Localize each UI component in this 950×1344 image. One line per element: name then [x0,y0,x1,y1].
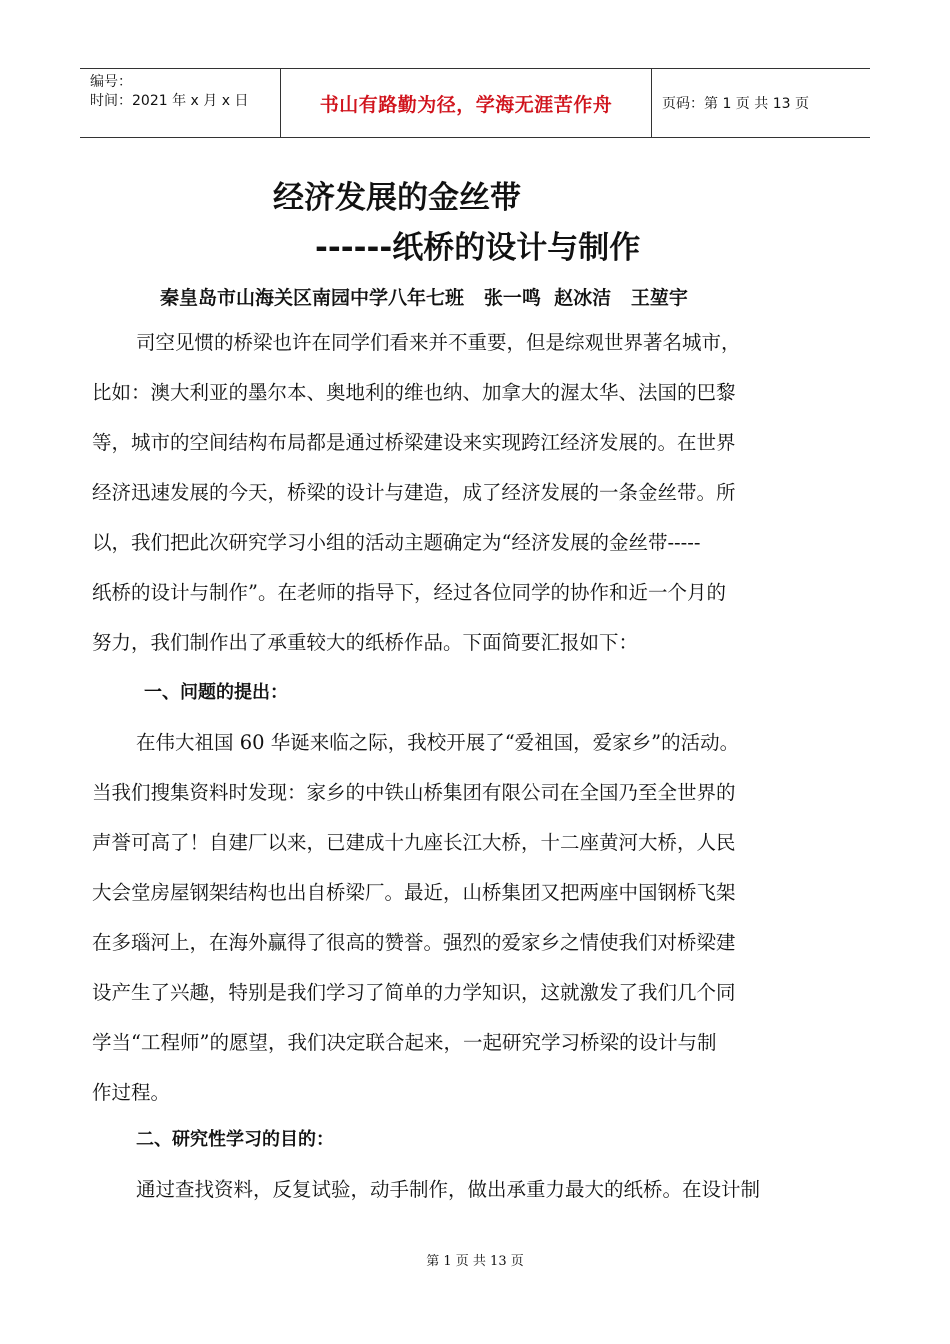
page-footer: 第 1 页 共 13 页 [426,1254,524,1269]
paragraph-intro [92,318,862,668]
time-label: 时间：2021 年 x 月 x 日 [90,93,249,109]
text-line: 比如：澳大利亚的墨尔本、奥地利的维也纳、加拿大的渥太华、法国的巴黎 [92,381,736,404]
text-line: 声誉可高了！自建厂以来，已建成十九座长江大桥，十二座黄河大桥，人民 [92,831,736,854]
authors-line: 秦皇岛市山海关区南园中学八年七班 张一鸣 赵冰洁 王堃宇 [160,287,688,309]
text-line: 以，我们把此次研究学习小组的活动主题确定为“经济发展的金丝带----- [92,531,701,554]
header-meta [80,69,280,137]
document-subtitle: ------纸桥的设计与制作 [315,230,641,266]
text-line: 在多瑙河上，在海外赢得了很高的赞誉。强烈的爱家乡之情使我们对桥梁建 [92,931,736,954]
text-line: 设产生了兴趣，特别是我们学习了简单的力学知识，这就激发了我们几个同 [92,981,736,1004]
text-line: 学当“工程师”的愿望，我们决定联合起来，一起研究学习桥梁的设计与制 [92,1031,717,1054]
serial-label: 编号： [90,74,132,90]
text-line: 经济迅速发展的今天，桥梁的设计与建造，成了经济发展的一条金丝带。所 [92,481,736,504]
text-line: 作过程。 [92,1081,171,1104]
header-motto: 书山有路勤为径，学海无涯苦作舟 [280,69,652,137]
section-heading: 一、问题的提出： [144,682,288,703]
text-line: 司空见惯的桥梁也许在同学们看来并不重要，但是综观世界著名城市， [136,331,741,354]
section-heading: 二、研究性学习的目的： [136,1129,334,1150]
text-line: 当我们搜集资料时发现：家乡的中铁山桥集团有限公司在全国乃至全世界的 [92,781,736,804]
text-line: 等，城市的空间结构布局都是通过桥梁建设来实现跨江经济发展的。在世界 [92,431,736,454]
section-2 [92,1115,862,1215]
section-1 [92,668,862,1118]
document-title: 经济发展的金丝带 [273,180,521,216]
header-page-info: 页码：第 1 页 共 13 页 [662,96,809,112]
text-line: 努力，我们制作出了承重较大的纸桥作品。下面简要汇报如下： [92,631,639,654]
page-header [80,68,870,138]
text-line: 纸桥的设计与制作”。在老师的指导下，经过各位同学的协作和近一个月的 [92,581,726,604]
text-line: 通过查找资料，反复试验，动手制作，做出承重力最大的纸桥。在设计制 [136,1178,761,1201]
text-line: 在伟大祖国 60 华诞来临之际，我校开展了“爱祖国，爱家乡”的活动。 [136,731,740,754]
text-line: 大会堂房屋钢架结构也出自桥梁厂。最近，山桥集团又把两座中国钢桥飞架 [92,881,736,904]
